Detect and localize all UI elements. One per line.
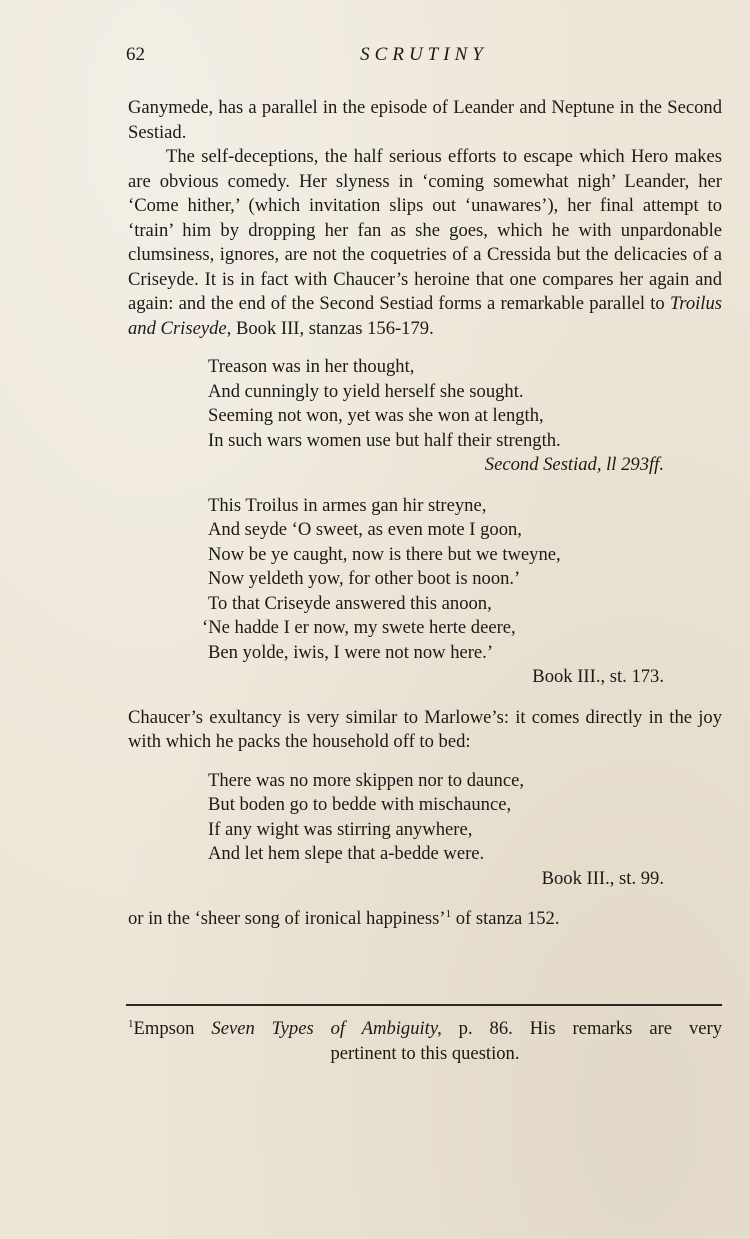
paragraph-continuation: [128, 96, 722, 145]
quote-line: And seyde ‘O sweet, as even mote I goon,: [208, 519, 522, 540]
quote-line: To that Criseyde answered this anoon,: [208, 592, 492, 614]
quote-line: And cunningly to yield herself she sought.: [208, 380, 524, 402]
running-title: SCRUTINY: [360, 44, 488, 65]
quote-line: Seeming not won, yet was she won at length,: [208, 405, 544, 426]
footnote-divider: [126, 1004, 722, 1006]
footnote-reference[interactable]: 1: [445, 907, 452, 920]
quote-line: But boden go to bedde with mischaunce,: [208, 794, 512, 815]
work-title: Troilus and Criseyde,: [128, 293, 722, 339]
quote-line: And let hem slepe that a-bedde were.: [208, 843, 485, 864]
quote-citation: Second Sestiad, ll 293ff.: [484, 454, 664, 475]
footnote: [128, 1016, 722, 1066]
quote-citation: Book III., st. 99.: [541, 867, 664, 889]
paragraph-ironical-happiness: [128, 907, 722, 932]
footnote-author: Empson: [133, 1018, 195, 1039]
footnote-text: p. 86. His remarks are very: [441, 1018, 722, 1039]
paragraph-hero-comedy: [128, 145, 722, 341]
paragraph-text: or in the ‘sheer song of ironical happiness’: [128, 908, 446, 929]
page-header: [126, 44, 722, 74]
footnote-line: [128, 1016, 722, 1041]
page-number: 62: [126, 44, 145, 65]
footnote-title: Seven Types of Ambiguity,: [211, 1018, 442, 1039]
paragraph-text: Chaucer’s exultancy is very similar to Marlowe’s: it comes directly in the joy with which he packs the household off to bed:: [128, 706, 722, 752]
paragraph-text: Book III, stanzas 156-179.: [231, 317, 434, 339]
quote-line: If any wight was stirring anywhere,: [208, 818, 473, 840]
footnote-marker: 1: [128, 1017, 134, 1030]
quote-line: Treason was in her thought,: [208, 356, 415, 377]
quote-line: Ben yolde, iwis, I were not now here.’: [208, 641, 494, 663]
quote-line: ‘Ne hadde I er now, my swete herte deere,: [202, 617, 516, 638]
quote-chaucer-bed: [128, 769, 722, 892]
quote-marlowe: [128, 355, 722, 478]
quote-line: Now be ye caught, now is there but we tweyne,: [208, 543, 561, 565]
paragraph-text: Ganymede, has a parallel in the episode of Leander and Neptune in the Second Sestiad.: [128, 97, 722, 143]
footnote-line: pertinent to this question.: [330, 1043, 520, 1064]
quote-chaucer-troilus: [128, 494, 722, 690]
paragraph-text: The self-deceptions, the half serious efforts to escape which Hero makes are obvious comedy. Her slyness in ‘coming somewhat nigh’ Leander, her ‘Come hither,’ (which invitation slips out ‘unawares’), her final attempt to ‘train’ him by dropping her fan as she goes, which he with unpardonable clumsiness, ignores, are not the coquetries of a Cressida but the delicacies of a Criseyde. It is in fact with Chaucer’s heroine that one compares her again and again: and the end of the Second Sestiad forms a remarkable parallel to: [128, 146, 722, 314]
quote-citation: Book III., st. 173.: [532, 666, 664, 687]
paragraph-text: of stanza 152.: [451, 908, 560, 929]
paragraph-exultancy: [128, 706, 722, 755]
quote-line: Now yeldeth yow, for other boot is noon.’: [208, 568, 521, 589]
quote-line: In such wars women use but half their strength.: [208, 429, 561, 451]
quote-line: There was no more skippen nor to daunce,: [208, 769, 524, 791]
quote-line: This Troilus in armes gan hir streyne,: [208, 494, 487, 516]
main-text: [128, 96, 722, 932]
